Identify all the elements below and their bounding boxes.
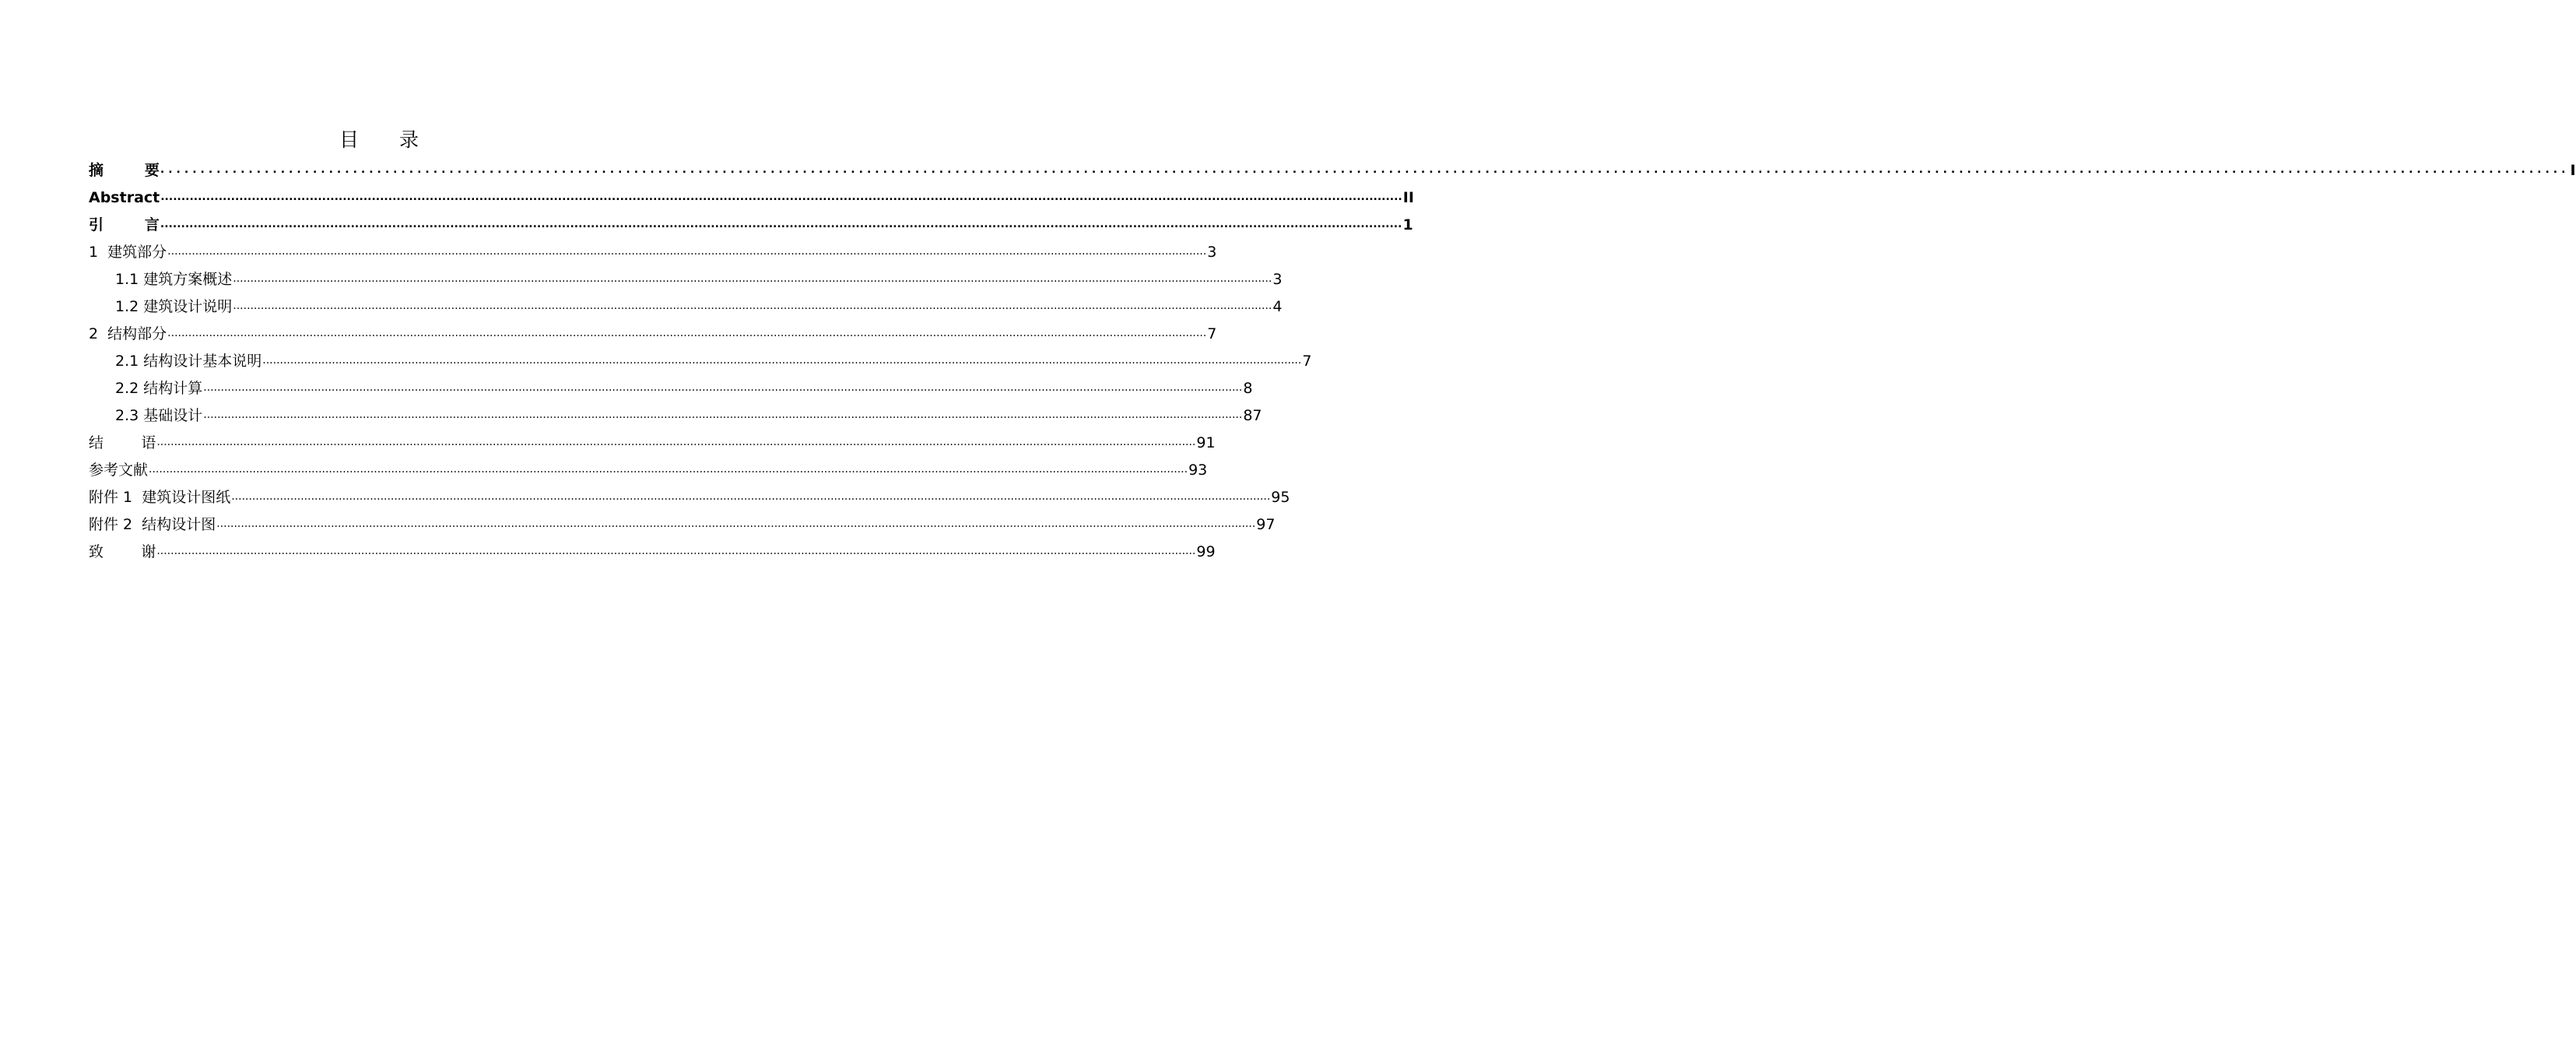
toc-heading-char-1: 目 (339, 128, 360, 151)
dot-leader: ............................................................................................................................................................................................................................................................................................................ (216, 518, 1256, 530)
toc-entry-label: 致 谢 (89, 543, 156, 560)
toc-entry-label: 附件 2 结构设计图 (89, 516, 216, 533)
dot-leader: ............................................................................................................................................................................................................................................................................................................ (160, 191, 1402, 203)
toc-entry-chapter-1[interactable] (89, 234, 1217, 262)
toc-entry-introduction[interactable] (89, 207, 1413, 234)
toc-entry-section-2-3[interactable] (89, 398, 1262, 425)
toc-entry-label: 1.1 建筑方案概述 (115, 271, 233, 288)
toc-entry-label: Abstract (89, 189, 160, 206)
toc-entry-label: 1.2 建筑设计说明 (115, 298, 233, 315)
toc-entry-page: 97 (1256, 516, 1276, 533)
toc-entry-label: 2.3 基础设计 (115, 407, 203, 424)
toc-heading (0, 125, 760, 153)
dot-leader: ............................................................................................................................................................................................................................................................................................................ (167, 327, 1207, 339)
toc-entry-page: 87 (1243, 407, 1262, 424)
toc-entry-label: 结 语 (89, 434, 156, 451)
toc-entry-label: 2 结构部分 (89, 325, 167, 342)
toc-entry-section-2-2[interactable] (89, 370, 1253, 398)
toc-entry-label: 2.2 结构计算 (115, 380, 203, 397)
dot-leader: ............................................................................................................................................................................................................................................................................................................ (149, 463, 1188, 476)
toc-entry-page: 3 (1272, 271, 1283, 288)
toc-entry-page: 1 (1402, 216, 1413, 233)
toc-entry-page: 7 (1207, 325, 1217, 342)
dot-leader: ............................................................................................................................................................................................................................................................................................................ (160, 163, 2570, 176)
toc-entry-appendix-2[interactable] (89, 507, 1276, 534)
toc-entry-chapter-2[interactable] (89, 316, 1217, 343)
toc-entry-acknowledgements[interactable] (89, 534, 1216, 561)
toc-entry-abstract-cn[interactable] (89, 153, 2576, 180)
toc-entry-page: 3 (1207, 244, 1217, 261)
toc-entry-label: 摘 要 (89, 162, 160, 179)
dot-leader: ............................................................................................................................................................................................................................................................................................................ (231, 490, 1271, 503)
toc-entry-page: 93 (1188, 462, 1208, 479)
toc-entry-page: 8 (1243, 380, 1253, 397)
toc-entry-page: II (1402, 189, 1414, 206)
dot-leader: ............................................................................................................................................................................................................................................................................................................ (167, 245, 1207, 258)
toc-entry-section-1-2[interactable] (89, 289, 1283, 316)
toc-entry-label: 附件 1 建筑设计图纸 (89, 489, 231, 506)
toc-entry-page: 91 (1196, 434, 1216, 451)
dot-leader: ............................................................................................................................................................................................................................................................................................................ (233, 272, 1272, 285)
table-of-contents (89, 153, 2576, 561)
toc-entry-conclusion[interactable] (89, 425, 1216, 452)
dot-leader: ............................................................................................................................................................................................................................................................................................................ (156, 436, 1196, 448)
toc-entry-page: 7 (1302, 353, 1312, 370)
dot-leader: ............................................................................................................................................................................................................................................................................................................ (203, 381, 1243, 394)
toc-entry-page: I (2570, 162, 2576, 179)
toc-entry-page: 99 (1196, 543, 1216, 560)
toc-entry-abstract-en[interactable] (89, 180, 1414, 207)
toc-entry-section-2-1[interactable] (89, 343, 1312, 370)
toc-entry-references[interactable] (89, 452, 1208, 479)
dot-leader: ............................................................................................................................................................................................................................................................................................................ (160, 218, 1402, 230)
toc-entry-section-1-1[interactable] (89, 262, 1283, 289)
toc-entry-label: 引 言 (89, 216, 160, 233)
toc-heading-char-2: 录 (399, 128, 421, 151)
toc-entry-label: 2.1 结构设计基本说明 (115, 353, 262, 370)
dot-leader: ............................................................................................................................................................................................................................................................................................................ (262, 354, 1302, 367)
toc-entry-label: 1 建筑部分 (89, 244, 167, 261)
toc-entry-appendix-1[interactable] (89, 479, 1290, 507)
dot-leader: ............................................................................................................................................................................................................................................................................................................ (233, 300, 1272, 312)
dot-leader: ............................................................................................................................................................................................................................................................................................................ (203, 409, 1243, 421)
toc-entry-page: 4 (1272, 298, 1283, 315)
toc-entry-label: 参考文献 (89, 462, 149, 479)
toc-entry-page: 95 (1271, 489, 1290, 506)
dot-leader: ............................................................................................................................................................................................................................................................................................................ (156, 545, 1196, 557)
